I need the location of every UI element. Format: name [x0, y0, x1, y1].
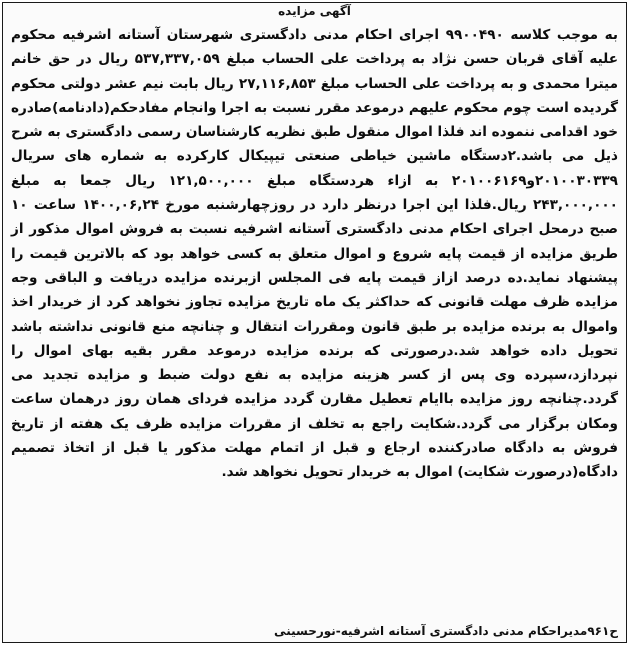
notice-body: به موجب کلاسه ۹۹۰۰۴۹۰ اجرای احکام مدنی دادگستری شهرستان آستانه اشرفیه محکوم علیه آقای قربان حسن نژاد به پرداخت علی الحساب مبلغ ۵۳۷,۳۳۷,۰۵۹ ریال در حق خانم میترا محمدی و به پرداخت علی الحساب مبلغ ۲۷,۱۱۶,۸۵۳ ریال بابت نیم عشر دولتی محکوم گردیده است چوم محکوم علیهم درموعد مقرر نسبت به اجرا وانجام مفادحکم(دادنامه)صادره خود اقدامی ننموده اند فلذا اموال منقول طبق نظریه کارشناسان رسمی دادگستری به شرح ذیل می باشد.۲دستگاه ماشین خیاطی صنعتی تیپیکال کارکرده به شماره های سریال ۲۰۱۰۰۳۰۳۳۹و۲۰۱۰۰۶۱۶۹ به ازاء هردستگاه مبلغ ۱۲۱,۵۰۰,۰۰۰ ریال جمعا به مبلغ ۲۴۳,۰۰۰,۰۰۰ ریال.فلذا این اجرا درنظر دارد در روزچهارشنبه مورخ ۱۴۰۰,۰۶,۲۴ ساعت ۱۰ صبح درمحل اجرای احکام مدنی دادگستری آستانه اشرفیه نسبت به فروش اموال مذکور از طریق مزایده از قیمت پایه شروع و اموال متعلق به کسی خواهد بود که بالاترین قیمت را پیشنهاد نماید.ده درصد ازاز قیمت پایه فی المجلس ازبرنده مزایده دریافت و الباقی وجه مزایده ظرف مهلت قانونی که حداکثر یک ماه تاریخ مزایده تجاوز نخواهد کرد از خریدار اخذ واموال به برنده مزایده بر طبق قانون ومقررات انتقال و چنانچه منع قانونی نداشته باشد تحویل داده خواهد شد.درصورتی که برنده مزایده درموعد مقرر بقیه بهای اموال را نپردازد،سپرده وی پس از کسر هزینه مزایده به نفع دولت ضبط و مزایده تجدید می گردد.چنانچه روز مزایده باایام تعطیل مقارن گردد مزایده فردای همان روز درهمان ساعت ومکان برگزار می گردد.شکایت راجع به تخلف از مقررات مزایده ظرف یک هفته از تاریخ فروش به دادگاه صادرکننده ارجاع و قبل از اتمام مهلت مذکور یا قبل از اتخاذ تصمیم دادگاه(درصورت شکایت) اموال به خریدار تحویل نخواهد شد. [11, 27, 619, 481]
auction-notice [2, 2, 627, 643]
notice-title: آگهی مزایده [278, 4, 351, 18]
notice-signature: ح۹۶۱مدیراحکام مدنی دادگستری آستانه اشرفیه-نورحسینی [274, 624, 618, 638]
